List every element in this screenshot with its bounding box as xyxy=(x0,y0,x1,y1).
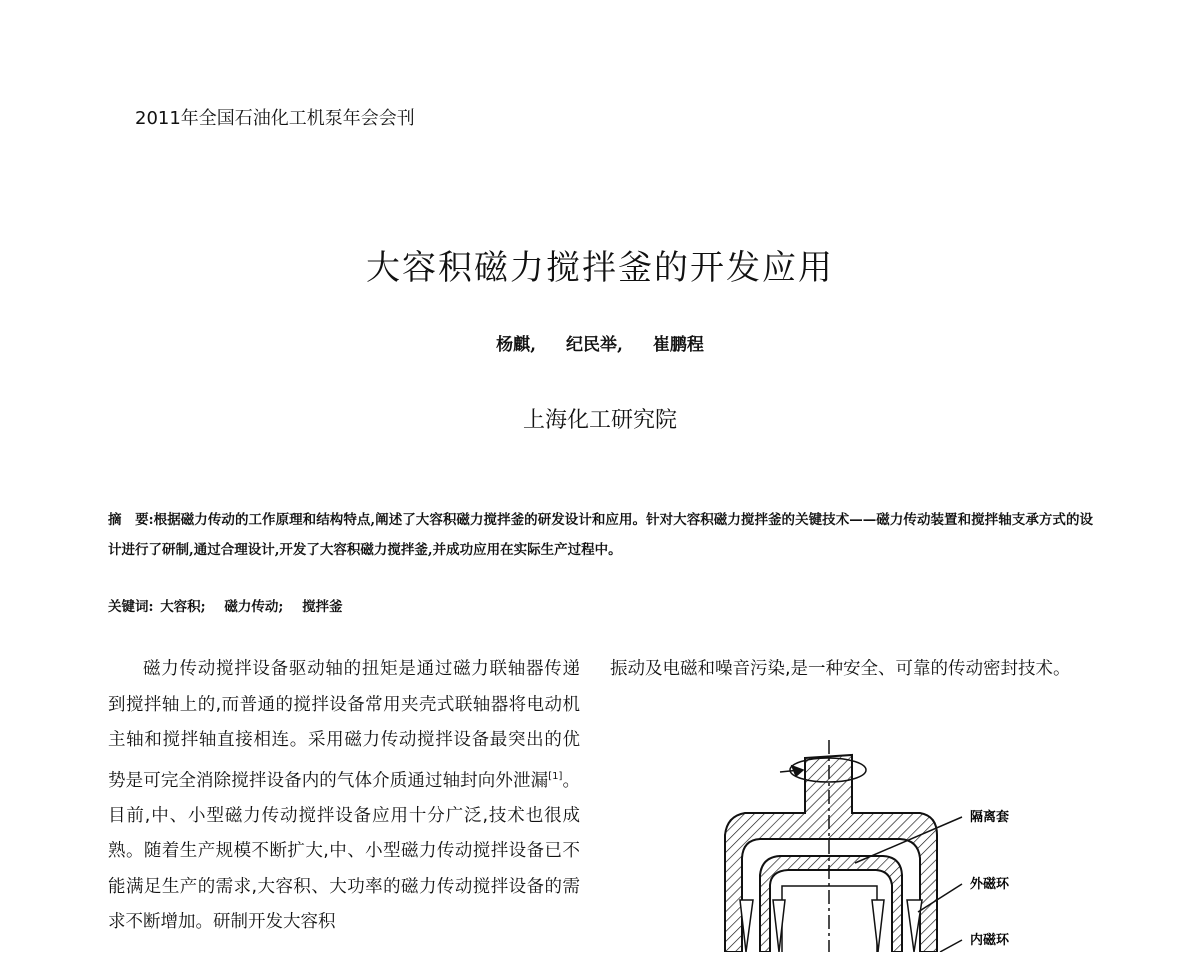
keyword: 搅拌釜 xyxy=(302,599,343,615)
author: 杨麒, xyxy=(496,335,537,355)
abstract-text: 根据磁力传动的工作原理和结构特点,阐述了大容积磁力搅拌釜的研发设计和应用。针对大容积磁力搅拌釜的关键技术——磁力传动装置和搅拌轴支承方式的设计进行了研制,通过合理设计,开发了大容积磁力搅拌釜,并成功应用在实际生产过程中。 xyxy=(108,512,1093,558)
author: 纪民举, xyxy=(566,335,623,355)
journal-header: 2011年全国石油化工机泵年会会刊 xyxy=(135,108,415,129)
figure-label-inner-magnet-ring: 内磁环 xyxy=(970,933,1010,948)
keyword: 大容积; xyxy=(160,599,206,615)
author: 崔鹏程 xyxy=(652,335,704,355)
abstract xyxy=(108,505,1093,565)
outer-rotor xyxy=(725,755,937,952)
keyword: 磁力传动; xyxy=(224,599,284,615)
body-text: 磁力传动搅拌设备驱动轴的扭矩是通过磁力联轴器传递到搅拌轴上的,而普通的搅拌设备常用夹壳式联轴器将电动机主轴和搅拌轴直接相连。采用磁力传动搅拌设备最突出的优势是可完全消除搅拌设备内的气体介质通过轴封向外泄漏 xyxy=(108,659,580,791)
body-left-column xyxy=(108,652,580,941)
figure-label-outer-magnet-ring: 外磁环 xyxy=(970,877,1010,892)
keywords xyxy=(108,595,357,615)
abstract-label: 摘 要: xyxy=(108,512,154,528)
figure-label-isolation-sleeve: 隔离套 xyxy=(970,810,1010,825)
body-text: 。目前,中、小型磁力传动搅拌设备应用十分广泛,技术也很成熟。随着生产规模不断扩大,中、小型磁力传动搅拌设备已不能满足生产的需求,大容积、大功率的磁力传动搅拌设备的需求不断增加。研制开发大容积 xyxy=(108,770,580,933)
keywords-label: 关键词: xyxy=(108,599,154,615)
citation: [1] xyxy=(548,770,563,782)
magnetic-coupling-figure xyxy=(600,740,1080,956)
body-right-column: 振动及电磁和噪音污染,是一种安全、可靠的传动密封技术。 xyxy=(610,659,1071,679)
authors xyxy=(0,330,1200,355)
paper-title: 大容积磁力搅拌釜的开发应用 xyxy=(366,248,834,288)
affiliation: 上海化工研究院 xyxy=(522,408,677,433)
